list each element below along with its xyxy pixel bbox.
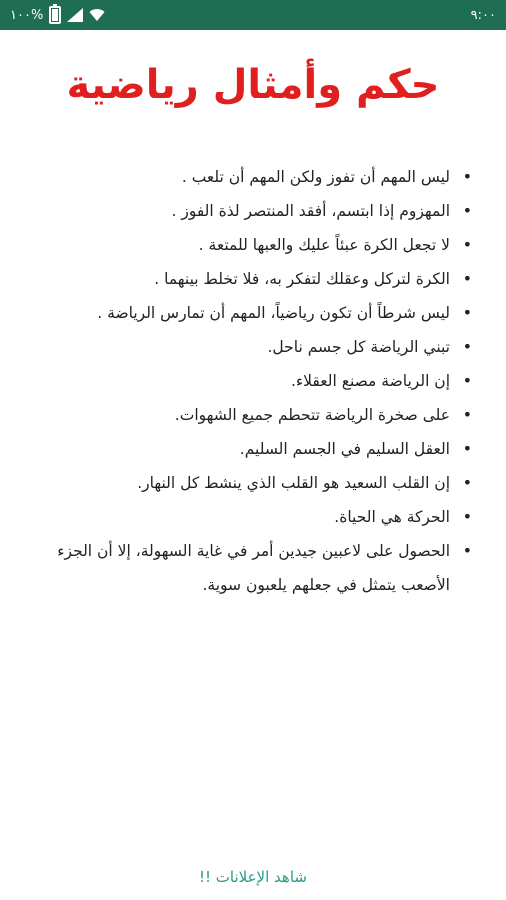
list-item: • العقل السليم في الجسم السليم.	[28, 432, 472, 466]
list-item: • الحركة هي الحياة.	[28, 500, 472, 534]
list-item: • على صخرة الرياضة تتحطم جميع الشهوات.	[28, 398, 472, 432]
wifi-icon	[89, 8, 105, 22]
battery-icon	[49, 6, 61, 24]
list-item: • ليس شرطاً أن تكون رياضياً، المهم أن تمارس الرياضة .	[28, 296, 472, 330]
list-item: • المهزوم إذا ابتسم، أفقد المنتصر لذة الفوز .	[28, 194, 472, 228]
sayings-list-container	[28, 160, 472, 602]
list-item: • لا تجعل الكرة عبئاً عليك والعبها للمتعة .	[28, 228, 472, 262]
list-item: • الحصول على لاعبين جيدين أمر في غاية السهولة، إلا أن الجزء الأصعب يتمثل في جعلهم يلعبون سوية.	[28, 534, 472, 602]
clock: ٩:٠٠	[470, 7, 496, 23]
battery-percent: ١٠٠%	[10, 7, 44, 23]
list-item: • الكرة لتركل وعقلك لتفكر به، فلا تخلط بينهما .	[28, 262, 472, 296]
list-item: • ليس المهم أن تفوز ولكن المهم أن تلعب .	[28, 160, 472, 194]
list-item: • إن الرياضة مصنع العقلاء.	[28, 364, 472, 398]
sayings-list	[28, 160, 472, 602]
status-bar	[0, 0, 506, 30]
list-item: • إن القلب السعيد هو القلب الذي ينشط كل النهار.	[28, 466, 472, 500]
cell-signal-icon	[67, 8, 83, 22]
page-title: حكم وأمثال رياضية	[66, 62, 440, 108]
list-item: • تبني الرياضة كل جسم ناحل.	[28, 330, 472, 364]
watch-ads-link[interactable]: شاهد الإعلانات !!	[199, 868, 307, 886]
status-left	[10, 6, 105, 24]
